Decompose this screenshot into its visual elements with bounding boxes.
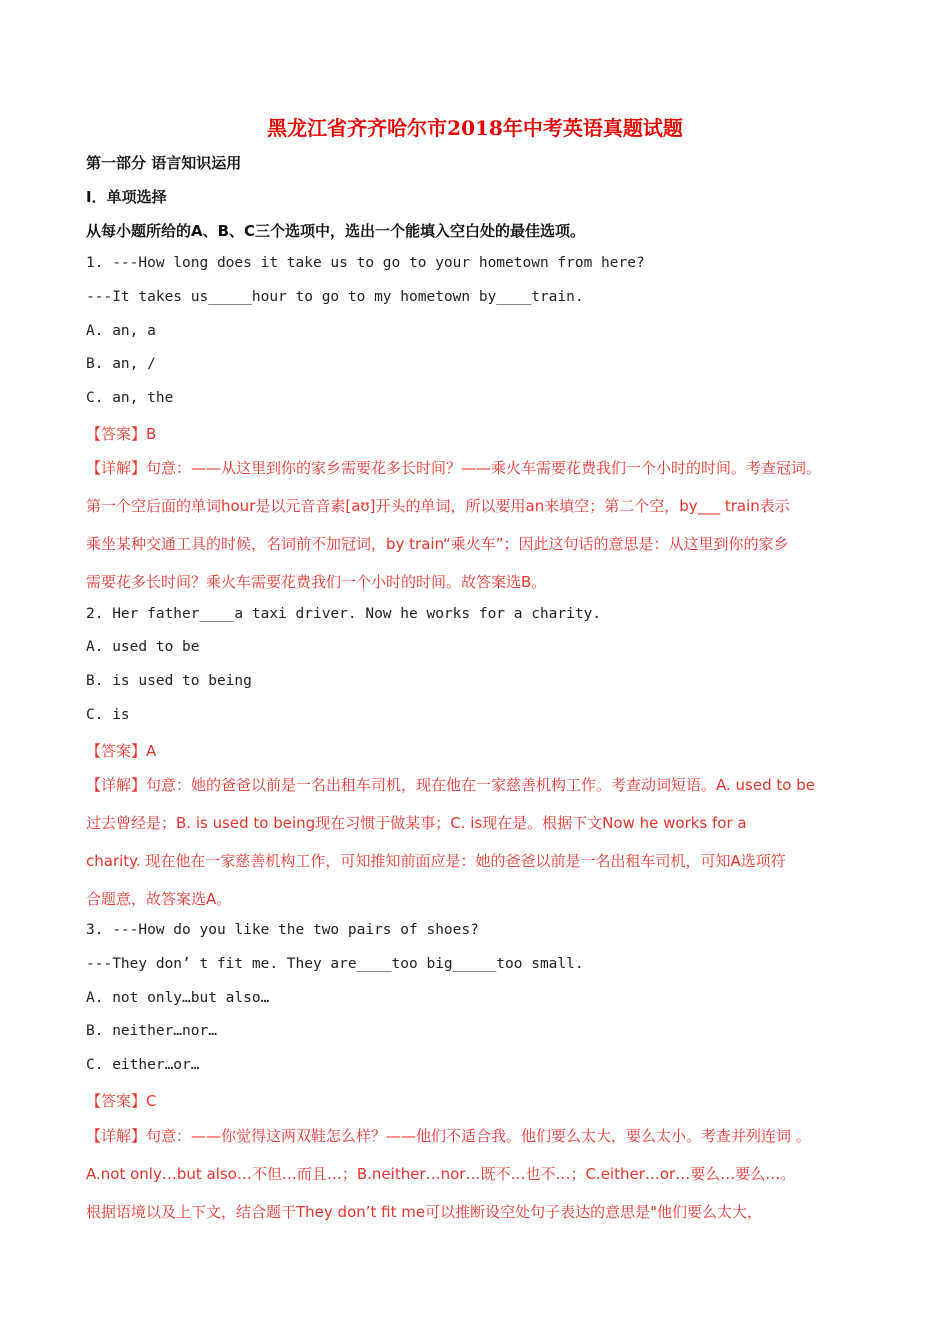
question-2-answer	[86, 740, 156, 761]
question-2-option-b: B. is used to being	[86, 673, 252, 689]
question-1-option-b: B. an, /	[86, 356, 156, 372]
question-1-detail-4: 需要花多长时间？乘火车需要花费我们一个小时的时间。故答案选B。	[86, 573, 547, 591]
answer-label: 【答案】	[86, 425, 147, 443]
question-3-option-a: A. not only…but also…	[86, 990, 270, 1006]
question-3-stem-1: 3. ---How do you like the two pairs of shoes?	[86, 922, 479, 938]
question-1-detail-2: 第一个空后面的单词hour是以元音音素[aʊ]开头的单词，所以要用an来填空；第二个空，by___ train表示	[86, 497, 790, 515]
question-2-detail-2: 过去曾经是；B. is used to being现在习惯于做某事；C. is现在是。根据下文Now he works for a	[86, 814, 747, 832]
detail-text: 句意：——你觉得这两双鞋怎么样？——他们不适合我。他们要么太大，要么太小。考查并列连词 。	[146, 1127, 811, 1145]
answer-value: B	[146, 425, 157, 443]
question-3-stem-2: ---They don’ t fit me. They are____too big_____too small.	[86, 956, 584, 972]
answer-value: A	[146, 742, 157, 760]
question-1-stem-2: ---It takes us_____hour to go to my hometown by____train.	[86, 289, 584, 305]
question-1-option-c: C. an, the	[86, 390, 174, 406]
detail-text: 句意：她的爸爸以前是一名出租车司机，现在他在一家慈善机构工作。考查动词短语。A. used to be	[146, 776, 815, 794]
question-1-detail-3: 乘坐某种交通工具的时候，名词前不加冠词，by train“乘火车”；因此这句话的意思是：从这里到你的家乡	[86, 535, 789, 553]
question-3-detail-3: 根据语境以及上下文，结合题干They don’t fit me可以推断设空处句子表达的意思是"他们要么太大，	[86, 1203, 763, 1221]
question-3-detail-2: A.not only…but also…不但…而且…；B.neither…nor…既不…也不…；C.either…or…要么…要么…。	[86, 1165, 796, 1183]
detail-text: 句意：——从这里到你的家乡需要花多长时间？——乘火车需要花费我们一个小时的时间。考查冠词。	[146, 459, 822, 477]
section-heading: I．单项选择	[86, 188, 167, 206]
answer-label: 【答案】	[86, 1092, 147, 1110]
question-1-answer	[86, 423, 156, 444]
question-2-detail-1	[86, 774, 872, 795]
question-2-detail-4: 合题意，故答案选A。	[86, 890, 232, 908]
question-2-option-a: A. used to be	[86, 639, 200, 655]
question-3-detail-1	[86, 1125, 872, 1146]
instruction: 从每小题所给的A、B、C三个选项中，选出一个能填入空白处的最佳选项。	[86, 222, 586, 240]
answer-label: 【答案】	[86, 742, 147, 760]
part-heading: 第一部分 语言知识运用	[86, 154, 242, 172]
question-3-option-b: B. neither…nor…	[86, 1023, 217, 1039]
question-2-detail-3: charity. 现在他在一家慈善机构工作，可知推知前面应是：她的爸爸以前是一名出租车司机，可知A选项符	[86, 852, 786, 870]
question-1-detail-1	[86, 457, 872, 478]
question-2-option-c: C. is	[86, 707, 130, 723]
question-2-stem-1: 2. Her father____a taxi driver. Now he works for a charity.	[86, 606, 602, 622]
answer-value: C	[146, 1092, 157, 1110]
detail-label: 【详解】	[86, 776, 147, 794]
page-title: 黑龙江省齐齐哈尔市2018年中考英语真题试题	[267, 116, 683, 140]
question-1-stem-1: 1. ---How long does it take us to go to your hometown from here?	[86, 255, 645, 271]
question-1-option-a: A. an, a	[86, 323, 156, 339]
detail-label: 【详解】	[86, 459, 147, 477]
question-3-option-c: C. either…or…	[86, 1057, 200, 1073]
question-3-answer	[86, 1090, 157, 1111]
detail-label: 【详解】	[86, 1127, 147, 1145]
